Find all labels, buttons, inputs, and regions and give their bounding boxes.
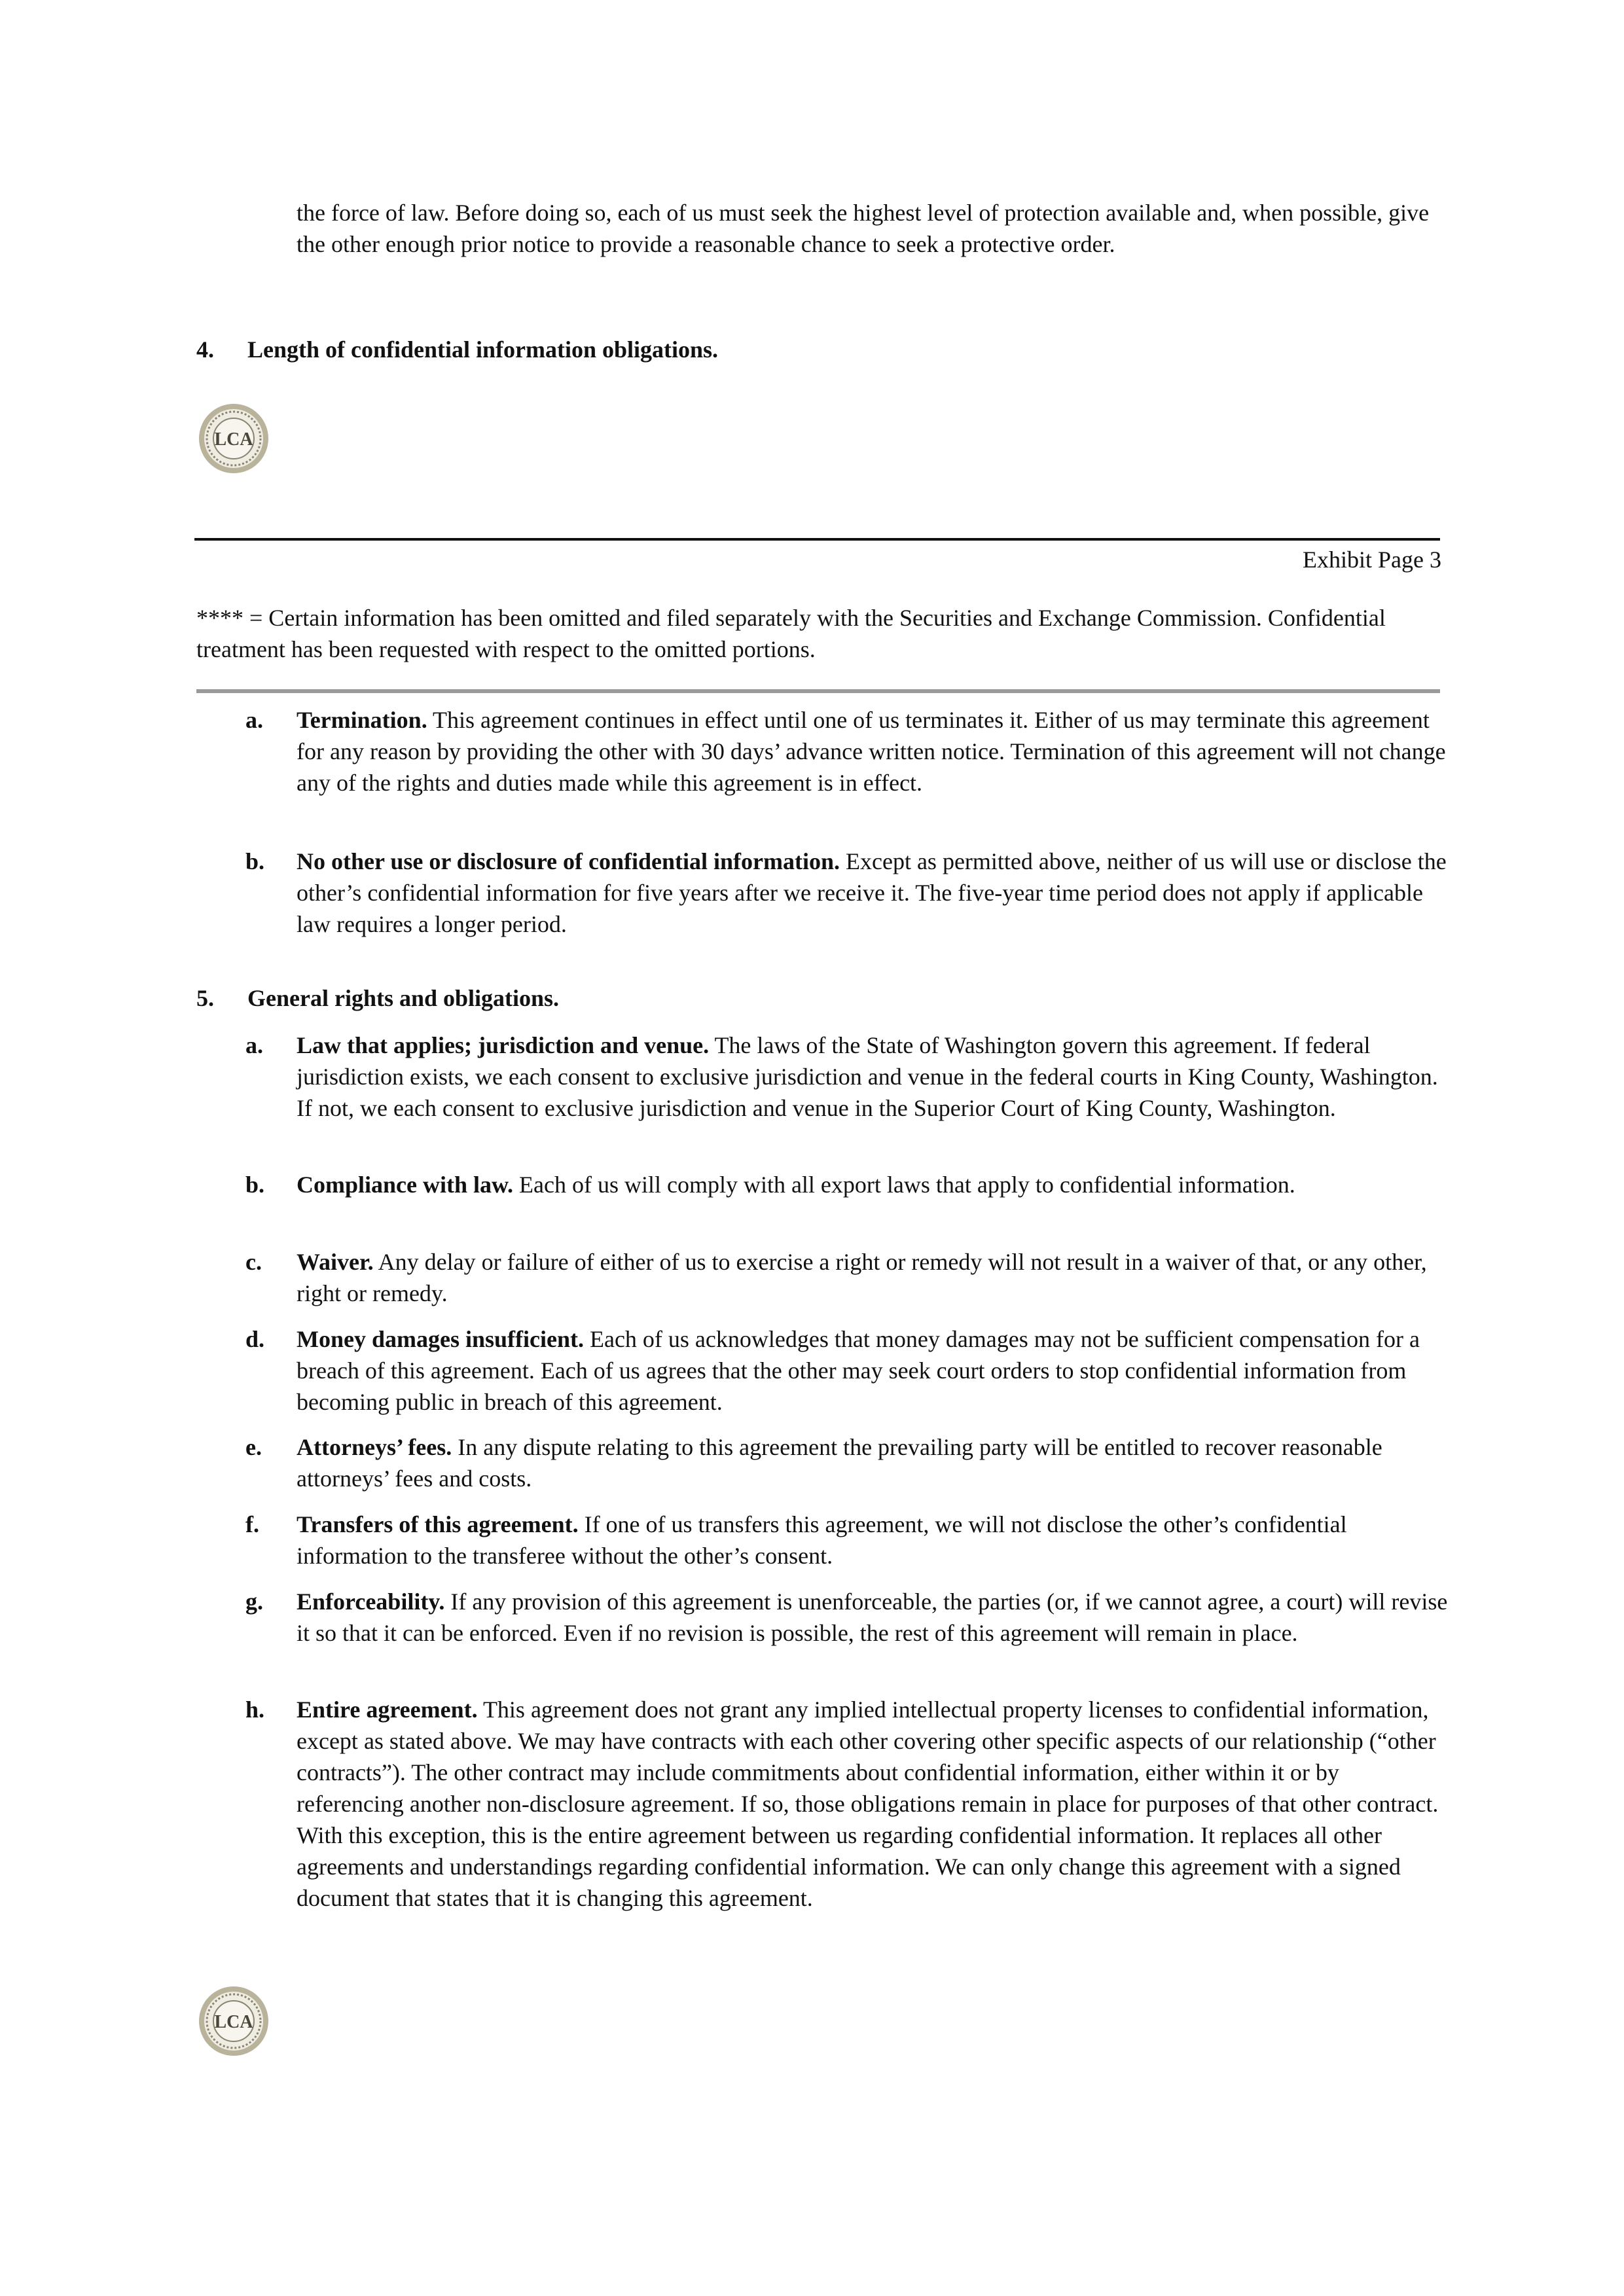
section-5-item-f — [245, 1509, 1450, 1571]
lca-seal-icon — [197, 1984, 270, 2058]
item-text: Any delay or failure of either of us to exercise a right or remedy will not result in a waiver of that, or any other, right or remedy. — [297, 1249, 1427, 1306]
page-break-rule — [194, 538, 1440, 541]
svg-text:LCA: LCA — [214, 429, 253, 450]
item-label: g. — [245, 1588, 263, 1615]
item-title: Money damages insufficient. — [297, 1326, 584, 1352]
header-divider — [196, 689, 1440, 693]
item-label: a. — [245, 707, 263, 733]
item-title: Attorneys’ fees. — [297, 1434, 452, 1460]
section-5-item-e — [245, 1431, 1450, 1494]
section-5-item-g — [245, 1586, 1450, 1649]
item-text: If one of us transfers this agreement, we will not disclose the other’s confidential information to the transferee without the other’s consent. — [297, 1511, 1347, 1569]
item-text: Except as permitted above, neither of us will use or disclose the other’s confidential information for five years after we receive it. The five-year time period does not apply if applicable law requires a longer period. — [297, 848, 1447, 937]
item-title: Transfers of this agreement. — [297, 1511, 579, 1537]
item-label: f. — [245, 1511, 259, 1537]
continuation-paragraph: the force of law. Before doing so, each of us must seek the highest level of protection available and, when possible, give the other enough prior notice to provide a reasonable chance to seek a protective order. — [297, 200, 1430, 257]
item-title: Enforceability. — [297, 1588, 445, 1615]
section-5-item-d — [245, 1323, 1450, 1418]
item-text: If any provision of this agreement is unenforceable, the parties (or, if we cannot agree, a court) will revise it so that it can be enforced. Even if no revision is possible, the rest of this agreement will remain in place. — [297, 1588, 1448, 1646]
item-title: Compliance with law. — [297, 1172, 514, 1198]
exhibit-page-label: Exhibit Page 3 — [1303, 547, 1441, 573]
item-text: In any dispute relating to this agreement the prevailing party will be entitled to recover reasonable attorneys’ fees and costs. — [297, 1434, 1382, 1492]
item-title: Law that applies; jurisdiction and venue. — [297, 1032, 710, 1058]
item-label: c. — [245, 1249, 262, 1275]
section-5-item-a — [245, 1030, 1450, 1124]
item-label: b. — [245, 1172, 265, 1198]
section-5-number: 5. — [196, 985, 214, 1011]
item-label: h. — [245, 1696, 265, 1723]
item-text: This agreement continues in effect until one of us terminates it. Either of us may terminate this agreement for any reason by providing the other with 30 days’ advance written notice. Termination of this agreement will not change any of the rights and duties made while this agreement is in effect. — [297, 707, 1446, 796]
section-4-title: Length of confidential information obligations. — [247, 336, 719, 363]
section-4-item-b — [245, 846, 1450, 940]
omission-notice: **** = Certain information has been omitted and filed separately with the Securities and Exchange Commission. Confidential treatment has been requested with respect to the omitted portions. — [196, 605, 1386, 662]
item-text: Each of us acknowledges that money damages may not be sufficient compensation for a breach of this agreement. Each of us agrees that the other may seek court orders to stop confidential information from becoming public in breach of this agreement. — [297, 1326, 1420, 1415]
item-title: No other use or disclosure of confidential information. — [297, 848, 840, 874]
item-text: The laws of the State of Washington govern this agreement. If federal jurisdiction exists, we each consent to exclusive jurisdiction and venue in the federal courts in King County, Washington. If not, we each consent to exclusive jurisdiction and venue in the Superior Court of King County, Washington. — [297, 1032, 1438, 1121]
lca-seal-icon — [197, 402, 270, 475]
item-label: a. — [245, 1032, 263, 1058]
section-4-item-a — [245, 704, 1450, 798]
section-5-title: General rights and obligations. — [247, 985, 560, 1011]
section-5-item-c — [245, 1246, 1450, 1309]
item-title: Waiver. — [297, 1249, 374, 1275]
item-label: d. — [245, 1326, 265, 1352]
svg-text:LCA: LCA — [214, 2012, 253, 2032]
item-text: This agreement does not grant any implied intellectual property licenses to confidential information, except as stated above. We may have contracts with each other covering other specific aspects of our relationship (“other contracts”). The other contract may include commitments about confidential information, either within it or by referencing another non-disclosure agreement. If so, those obligations remain in place for purposes of that other contract. With this exception, this is the entire agreement between us regarding confidential information. It replaces all other agreements and understandings regarding confidential information. We can only change this agreement with a signed document that states that it is changing this agreement. — [297, 1696, 1439, 1911]
section-4-number: 4. — [196, 336, 214, 363]
item-title: Entire agreement. — [297, 1696, 478, 1723]
item-text: Each of us will comply with all export laws that apply to confidential information. — [513, 1172, 1295, 1198]
section-5-item-h — [245, 1694, 1450, 1914]
item-title: Termination. — [297, 707, 427, 733]
section-5-item-b — [245, 1169, 1450, 1200]
item-label: e. — [245, 1434, 262, 1460]
item-label: b. — [245, 848, 265, 874]
